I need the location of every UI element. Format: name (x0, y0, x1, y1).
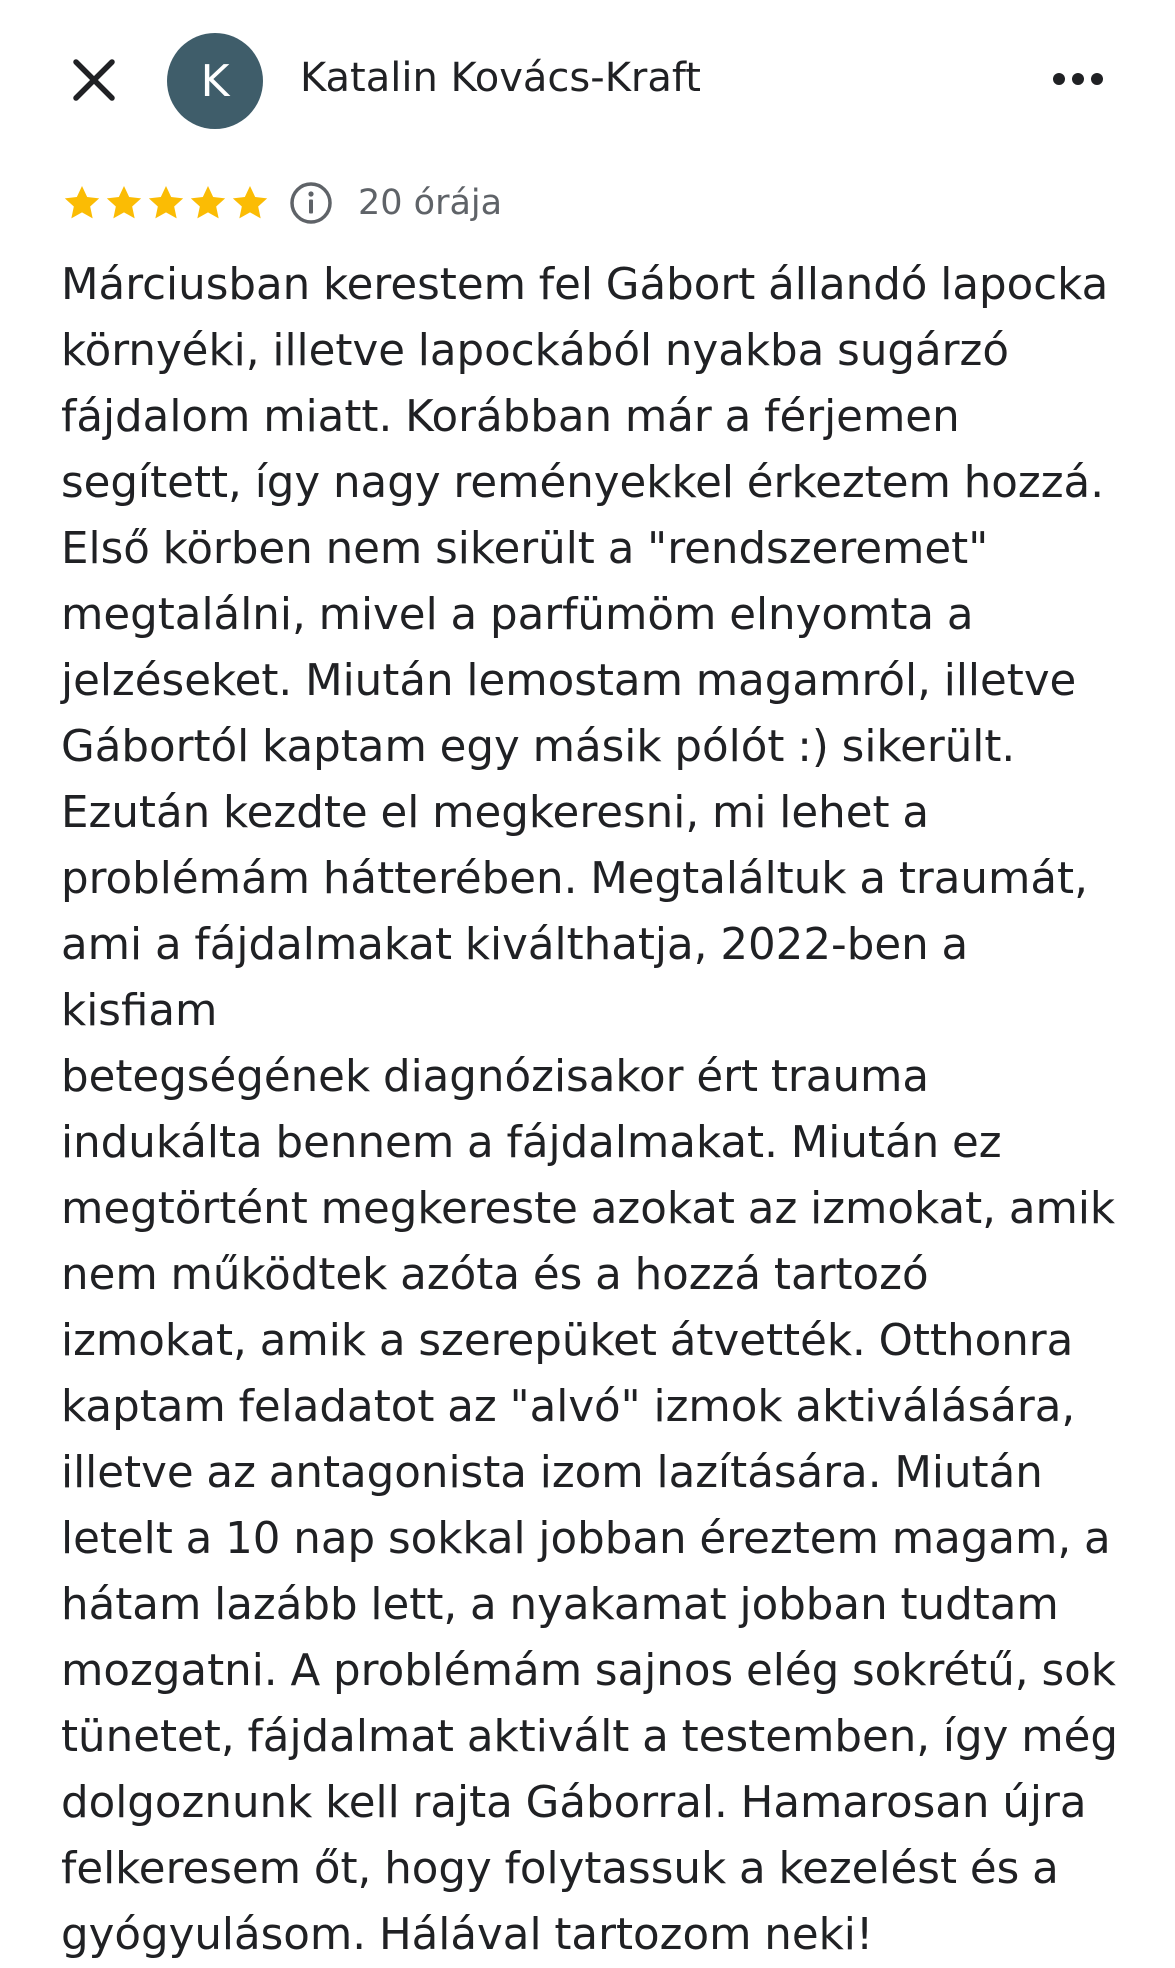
review-header (0, 0, 1175, 160)
avatar[interactable] (167, 33, 263, 129)
close-icon (72, 58, 116, 102)
star-icon (230, 183, 270, 223)
close-button[interactable] (64, 50, 124, 110)
star-rating (62, 183, 270, 223)
info-icon (289, 181, 333, 225)
review-text: Márciusban kerestem fel Gábort állandó lapocka környéki, illetve lapockából nyakba sugárzó fájdalom miatt. Korábban már a férjemen segített, így nagy reményekkel érkeztem hozzá. Első körben nem sikerült a "rendszeremet" megtalálni, mivel a parfümöm elnyomta a jelzéseket. Miután lemostam magamról, illetve Gábortól kaptam egy másik pólót :) sikerült. Ezután kezdte el megkeresni, mi lehet a problémám hátterében. Megtaláltuk a traumát, ami a fájdalmakat kiválthatja, 2022-ben a kisfiam betegségének diagnózisakor ért trauma indukálta bennem a fájdalmakat. Miután ez megtörtént megkereste azokat az izmokat, amik nem működtek azóta és a hozzá tartozó izmokat, amik a szerepüket átvették. Otthonra kaptam feladatot az "alvó" izmok aktiválására, illetve az antagonista izom lazítására. Miután letelt a 10 nap sokkal jobban éreztem magam, a hátam lazább lett, a nyakamat jobban tudtam mozgatni. A problémám sajnos elég sokrétű, sok tünetet, fájdalmat aktivált a testemben, így még dolgoznunk kell rajta Gáborral. Hamarosan újra felkeresem őt, hogy folytassuk a kezelést és a gyógyulásom. Hálával tartozom neki! (61, 260, 1118, 1960)
more-horizontal-icon (1052, 72, 1104, 86)
review-info-button[interactable] (288, 180, 334, 226)
star-icon (62, 183, 102, 223)
star-icon (146, 183, 186, 223)
avatar-letter: K (200, 55, 230, 107)
review-meta (62, 178, 502, 228)
star-icon (104, 183, 144, 223)
star-icon (188, 183, 228, 223)
author-name[interactable]: Katalin Kovács-Kraft (300, 55, 701, 101)
more-options-button[interactable] (1048, 54, 1108, 104)
review-time: 20 órája (358, 183, 503, 223)
